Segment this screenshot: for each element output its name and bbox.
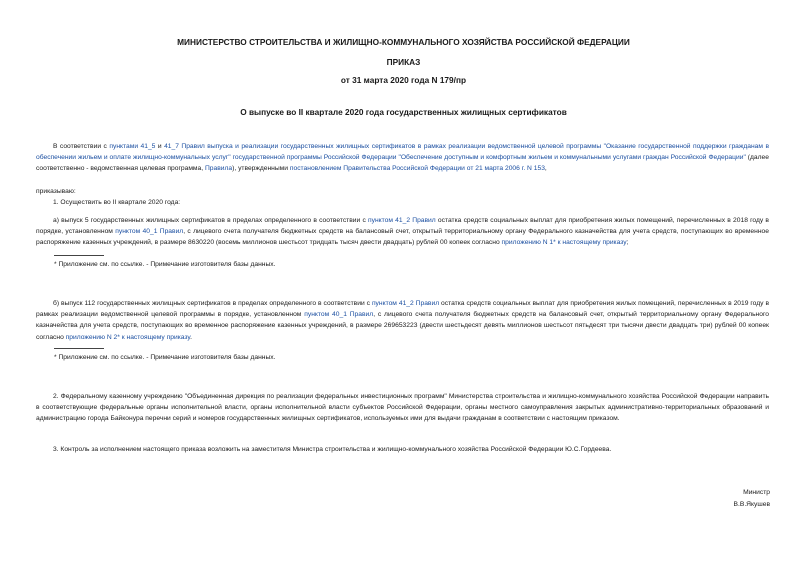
- preamble-text: ), утвержденными: [232, 165, 290, 173]
- item-1a-paragraph: [36, 215, 769, 249]
- item-1b-text: б) выпуск 112 государственных жилищных сертификатов в пределах определенного в соответствии с: [53, 300, 372, 307]
- signature-name: В.В.Якушев: [733, 501, 770, 508]
- link-clause-41-5[interactable]: пунктами 41_5: [109, 143, 156, 150]
- signature-position: Министр: [743, 489, 770, 496]
- ministry-heading: МИНИСТЕРСТВО СТРОИТЕЛЬСТВА И ЖИЛИЩНО-КОММУНАЛЬНОГО ХОЗЯЙСТВА РОССИЙСКОЙ ФЕДЕРАЦИИ: [177, 37, 630, 47]
- preamble-text: и: [155, 143, 165, 150]
- link-clause-41-2[interactable]: пунктом 41_2 Правил: [368, 217, 436, 224]
- footnote-separator: [54, 255, 104, 256]
- item-1a-text: а) выпуск 5 государственных жилищных сертификатов в пределах определенного в соответствии с: [53, 217, 369, 224]
- item-2-paragraph: 2. Федеральному казенному учреждению "Объединенная дирекция по реализации федеральных инвестиционных программ" Министерства строительства и жилищно-коммунального хозяйства Российской Федерации направить в соответствующие федеральные органы исполнительной власти, органы исполнительной власти субъектов Российской Федерации, органы местного самоуправления закрытых административно-территориальных образований и администрацию города Байконура перечни серий и номеров государственных жилищных сертификатов, используемых ими для выдачи гражданам в соответствии с настоящим приказом.: [36, 393, 769, 423]
- item-1b-text: .: [190, 333, 192, 341]
- preamble-paragraph: [36, 141, 769, 175]
- link-appendix-2[interactable]: приложению N 2* к настоящему приказу: [65, 333, 191, 341]
- link-clause-41-2[interactable]: пунктом 41_2 Правил: [371, 300, 440, 307]
- item-1b-paragraph: [36, 298, 769, 343]
- item-1a-text: остатка средств социальных выплат для приобретения жилых помещений, перечисленных в 2018 году в порядке, установленном: [36, 217, 769, 236]
- preamble-text: ,: [544, 165, 547, 173]
- preamble-text: В соответствии с: [53, 143, 110, 150]
- link-government-decree[interactable]: постановлением Правительства Российской Федерации от 21 марта 2006 г. N 153: [289, 165, 545, 173]
- footnote-separator: [54, 348, 104, 349]
- link-appendix-1[interactable]: приложению N 1* к настоящему приказу: [501, 239, 627, 247]
- preamble-text: (далее соответственно - ведомственная целевая программа,: [36, 154, 769, 173]
- link-rules[interactable]: Правила: [204, 165, 233, 173]
- document-type: ПРИКАЗ: [386, 57, 421, 67]
- item-1-title: 1. Осуществить во II квартале 2020 года:: [53, 199, 181, 206]
- item-3-paragraph: 3. Контроль за исполнением настоящего приказа возложить на заместителя Министра строительства и жилищно-коммунального хозяйства Российской Федерации Ю.С.Гордеева.: [53, 446, 612, 453]
- item-1a-text: ;: [626, 239, 629, 247]
- footnote-2: * Приложение см. по ссылке. - Примечание изготовителя базы данных.: [54, 354, 276, 361]
- item-1a-text: , с лицевого счета получателя бюджетных средств на балансовый счет, открытый территориальному органу Федерального казначейства для учета средств, поступающих во временное распоряжение казенных учреждений, в размере 8630220 (восемь миллионов шестьсот тридцать тысяч двести двадцать) рублей 00 копеек согласно: [36, 228, 769, 247]
- link-clause-40-1[interactable]: пунктом 40_1 Правил: [115, 228, 184, 236]
- footnote-1: * Приложение см. по ссылке. - Примечание изготовителя базы данных.: [54, 261, 276, 268]
- order-word: приказываю:: [36, 188, 76, 195]
- item-1b-text: , с лицевого счета получателя бюджетных средств на балансовый счет, открытый территориальному органу Федерального казначейства для учета средств, поступающих во временное распоряжение казенных учреждений, в размере 269653223 (двести шестьдесят девять миллионов шестьсот пятьдесят три тысячи двести двадцать три) рублей 00 копеек согласно: [36, 311, 769, 341]
- link-clause-40-1[interactable]: пунктом 40_1 Правил: [304, 311, 374, 319]
- item-1b-text: остатка средств социальных выплат для приобретения жилых помещений, перечисленных в 2019 году в рамках реализации ведомственной целевой программы в порядке, установленном: [36, 300, 769, 319]
- link-rules-41-7[interactable]: 41_7 Правил выпуска и реализации государственных жилищных сертификатов в рамках реализации ведомственной целевой программы "Оказание государственной поддержки гражданам в обеспечении жильем и оплате жилищно-коммунальных услуг" государственной программы Российской Федерации "Обеспечение доступным и комфортным жильем и коммунальными услугами граждан Российской Федерации": [36, 143, 770, 162]
- document-subject: О выпуске во II квартале 2020 года государственных жилищных сертификатов: [240, 107, 567, 117]
- document-date-number: от 31 марта 2020 года N 179/пр: [340, 75, 467, 85]
